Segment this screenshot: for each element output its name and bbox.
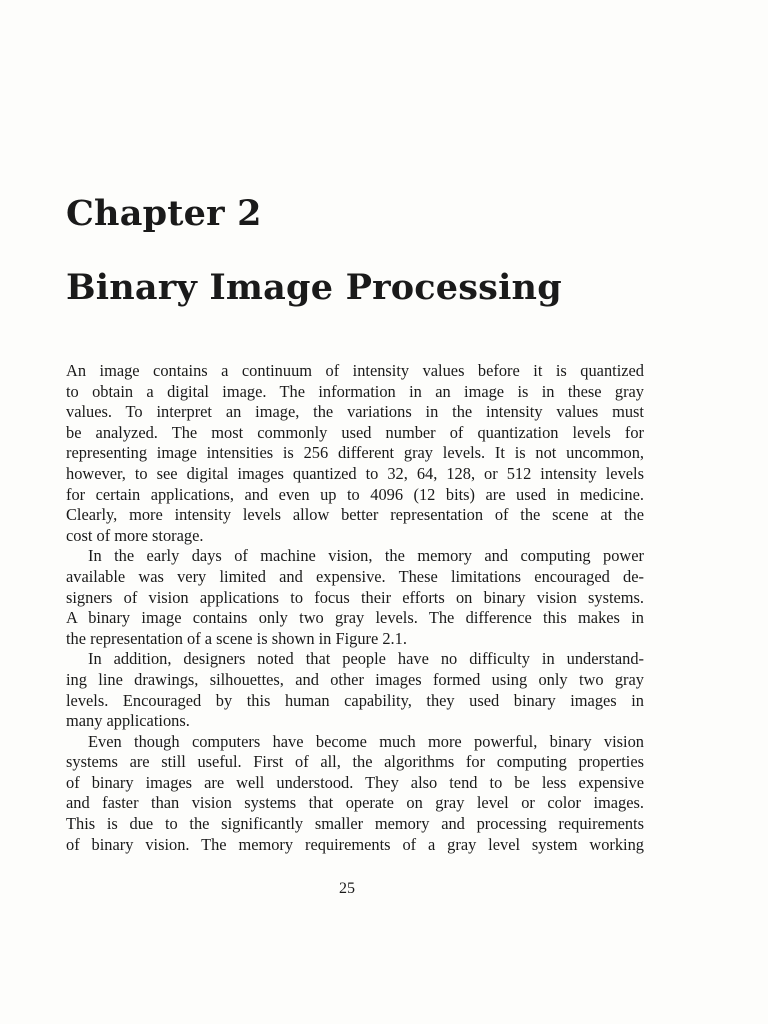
text-line: systems are still useful. First of all, the algorithms for computing properties <box>66 752 644 772</box>
text-line: for certain applications, and even up to 4096 (12 bits) are used in medicine. <box>66 484 644 504</box>
text-line: of binary images are well understood. They also tend to be less expensive <box>66 772 644 792</box>
text-line: be analyzed. The most commonly used number of quantization levels for <box>66 422 644 442</box>
text-line: available was very limited and expensive. These limitations encouraged de- <box>66 566 644 586</box>
text-line: the representation of a scene is shown in Figure 2.1. <box>66 628 407 648</box>
text-line: Even though computers have become much more powerful, binary vision <box>88 731 644 751</box>
text-line: In the early days of machine vision, the memory and computing power <box>88 546 644 566</box>
chapter-label: Chapter 2 <box>66 193 262 234</box>
text-line: levels. Encouraged by this human capability, they used binary images in <box>66 690 644 710</box>
text-line: This is due to the significantly smaller memory and processing requirements <box>66 814 644 834</box>
text-line: signers of vision applications to focus their efforts on binary vision systems. <box>66 587 644 607</box>
text-line: An image contains a continuum of intensity values before it is quantized <box>66 361 644 380</box>
chapter-title: Binary Image Processing <box>66 267 562 308</box>
page-number: 25 <box>339 880 355 897</box>
text-line: Clearly, more intensity levels allow better representation of the scene at the <box>66 505 644 525</box>
text-line: In addition, designers noted that people have no difficulty in understand- <box>88 649 644 669</box>
text-line: values. To interpret an image, the variations in the intensity values must <box>66 402 644 422</box>
text-line: and faster than vision systems that operate on gray level or color images. <box>66 793 644 813</box>
text-line: cost of more storage. <box>66 525 204 545</box>
body-text <box>66 361 644 855</box>
text-line: many applications. <box>66 711 190 731</box>
text-line: of binary vision. The memory requirements of a gray level system working <box>66 834 644 854</box>
text-line: however, to see digital images quantized to 32, 64, 128, or 512 intensity levels <box>66 463 644 483</box>
text-line: to obtain a digital image. The information in an image is in these gray <box>66 381 644 401</box>
text-line: representing image intensities is 256 different gray levels. It is not uncommon, <box>66 443 644 463</box>
text-line: A binary image contains only two gray levels. The difference this makes in <box>66 608 644 628</box>
text-line: ing line drawings, silhouettes, and other images formed using only two gray <box>66 669 644 689</box>
